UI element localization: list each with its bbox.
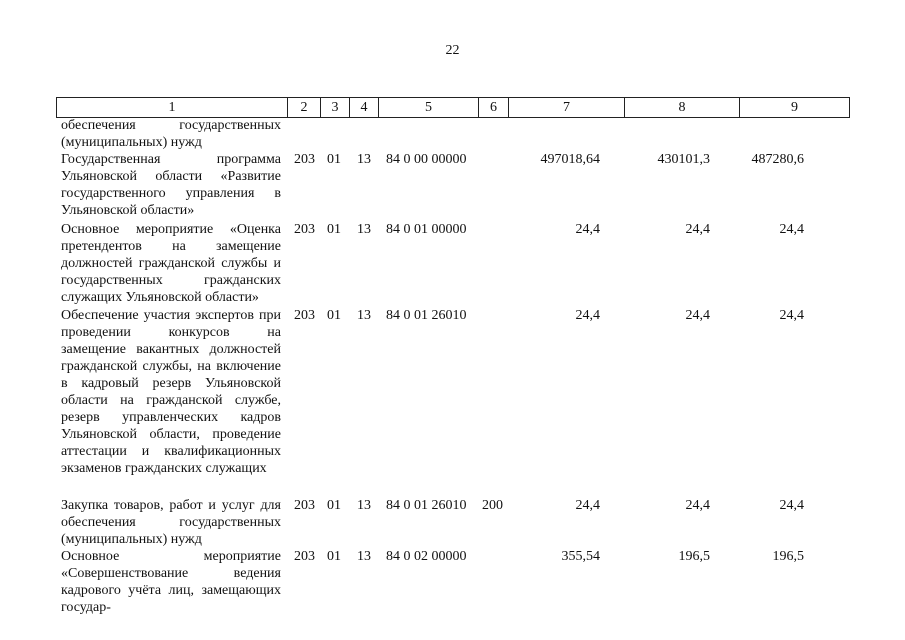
row-c7: 497018,64: [540, 152, 600, 167]
row-c4: 13: [357, 222, 371, 237]
row-c4: 13: [357, 152, 371, 167]
row-c7: 355,54: [561, 549, 600, 564]
row-c9: 24,4: [779, 498, 804, 513]
page-number: 22: [445, 43, 460, 58]
header-col-4: 4: [350, 98, 379, 117]
row-c5: 84 0 01 26010: [386, 308, 467, 323]
row-name: Основное мероприятие «Оценка претендентов на замещение должностей гражданской службы и государственных гражданских служащих Ульяновской области»: [61, 222, 281, 305]
header-col-3: 3: [321, 98, 350, 117]
row-name: Основное мероприятие «Совершенствование ведения кадрового учёта лиц, замещающих государ-: [61, 549, 281, 615]
row-c3: 01: [327, 152, 341, 167]
row-c8: 430101,3: [657, 152, 710, 167]
row-c9: 24,4: [779, 222, 804, 237]
row-c8: 24,4: [685, 222, 710, 237]
row-c5: 84 0 01 00000: [386, 222, 467, 237]
header-col-1: 1: [57, 98, 288, 117]
row-name: Закупка товаров, работ и услуг для обеспечения государственных (муниципальных) нужд: [61, 498, 281, 547]
row-c3: 01: [327, 549, 341, 564]
row-c5: 84 0 00 00000: [386, 152, 467, 167]
header-col-8: 8: [625, 98, 740, 117]
row-c5: 84 0 01 26010: [386, 498, 467, 513]
row-c7: 24,4: [575, 308, 600, 323]
row-c4: 13: [357, 498, 371, 513]
row-c8: 196,5: [678, 549, 710, 564]
row-name: Государственная программа Ульяновской области «Развитие государственного управления в Ульяновской области»: [61, 152, 281, 218]
row-c9: 196,5: [772, 549, 804, 564]
row-c5: 84 0 02 00000: [386, 549, 467, 564]
row-c2: 203: [294, 308, 315, 323]
header-col-5: 5: [379, 98, 479, 117]
row-c9: 487280,6: [751, 152, 804, 167]
row-c4: 13: [357, 308, 371, 323]
row-c2: 203: [294, 222, 315, 237]
row-c3: 01: [327, 498, 341, 513]
header-col-6: 6: [479, 98, 509, 117]
row-c9: 24,4: [779, 308, 804, 323]
header-col-9: 9: [791, 100, 798, 115]
row-c4: 13: [357, 549, 371, 564]
row-name: обеспечения государственных (муниципальных) нужд: [61, 118, 281, 150]
row-c3: 01: [327, 308, 341, 323]
table-header: [56, 97, 850, 118]
row-c2: 203: [294, 152, 315, 167]
row-name: Обеспечение участия экспертов при проведении конкурсов на замещение вакантных должностей гражданской службы, на включение в кадровый резерв Ульяновской области на гражданской службе, резерв управленческих кадров Ульяновской области, проведение аттестации и квалификационных экзаменов гражданских служащих: [61, 308, 281, 476]
row-c2: 203: [294, 498, 315, 513]
row-c3: 01: [327, 222, 341, 237]
row-c7: 24,4: [575, 498, 600, 513]
header-col-2: 2: [288, 98, 321, 117]
row-c7: 24,4: [575, 222, 600, 237]
row-c8: 24,4: [685, 308, 710, 323]
header-col-7: 7: [509, 98, 625, 117]
row-c2: 203: [294, 549, 315, 564]
row-c6: 200: [482, 498, 503, 513]
row-c8: 24,4: [685, 498, 710, 513]
